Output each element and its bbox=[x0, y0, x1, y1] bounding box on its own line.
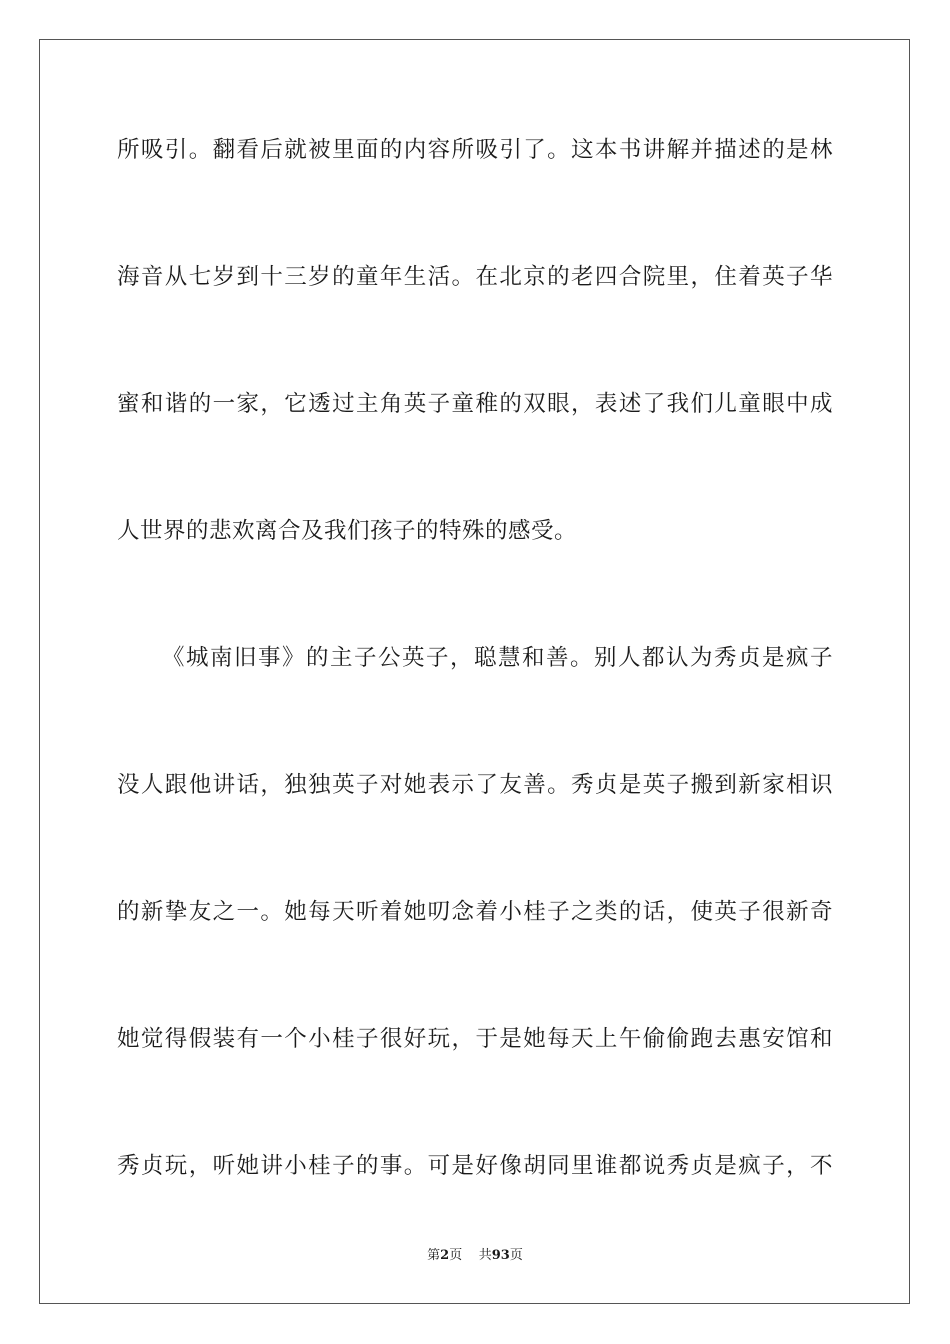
body-text-line-6: 没人跟他讲话，独独英子对她表示了友善。秀贞是英子搬到新家相识 bbox=[117, 772, 833, 798]
body-text-line-3: 蜜和谐的一家，它透过主角英子童稚的双眼，表述了我们儿童眼中成 bbox=[117, 391, 833, 417]
page-footer bbox=[0, 1247, 950, 1265]
footer-page-number: 2 bbox=[440, 1248, 450, 1263]
body-text-line-2: 海音从七岁到十三岁的童年生活。在北京的老四合院里，住着英子华 bbox=[117, 264, 833, 290]
footer-total-prefix: 共 bbox=[478, 1248, 492, 1263]
body-text-line-8: 她觉得假装有一个小桂子很好玩，于是她每天上午偷偷跑去惠安馆和 bbox=[117, 1026, 833, 1052]
body-text-line-9: 秀贞玩，听她讲小桂子的事。可是好像胡同里谁都说秀贞是疯子，不 bbox=[117, 1153, 833, 1179]
footer-page-suffix: 页 bbox=[449, 1248, 463, 1263]
footer-total-suffix: 页 bbox=[509, 1248, 523, 1263]
footer-total-pages: 93 bbox=[491, 1248, 510, 1263]
footer-page-prefix: 第 bbox=[427, 1248, 441, 1263]
body-text-line-1: 所吸引。翻看后就被里面的内容所吸引了。这本书讲解并描述的是林 bbox=[117, 137, 833, 163]
body-text-line-7: 的新挚友之一。她每天听着她叨念着小桂子之类的话，使英子很新奇 bbox=[117, 899, 833, 925]
body-text-line-5: 《城南旧事》的主子公英子，聪慧和善。别人都认为秀贞是疯子 bbox=[162, 645, 833, 671]
body-text-line-4: 人世界的悲欢离合及我们孩子的特殊的感受。 bbox=[117, 518, 578, 544]
